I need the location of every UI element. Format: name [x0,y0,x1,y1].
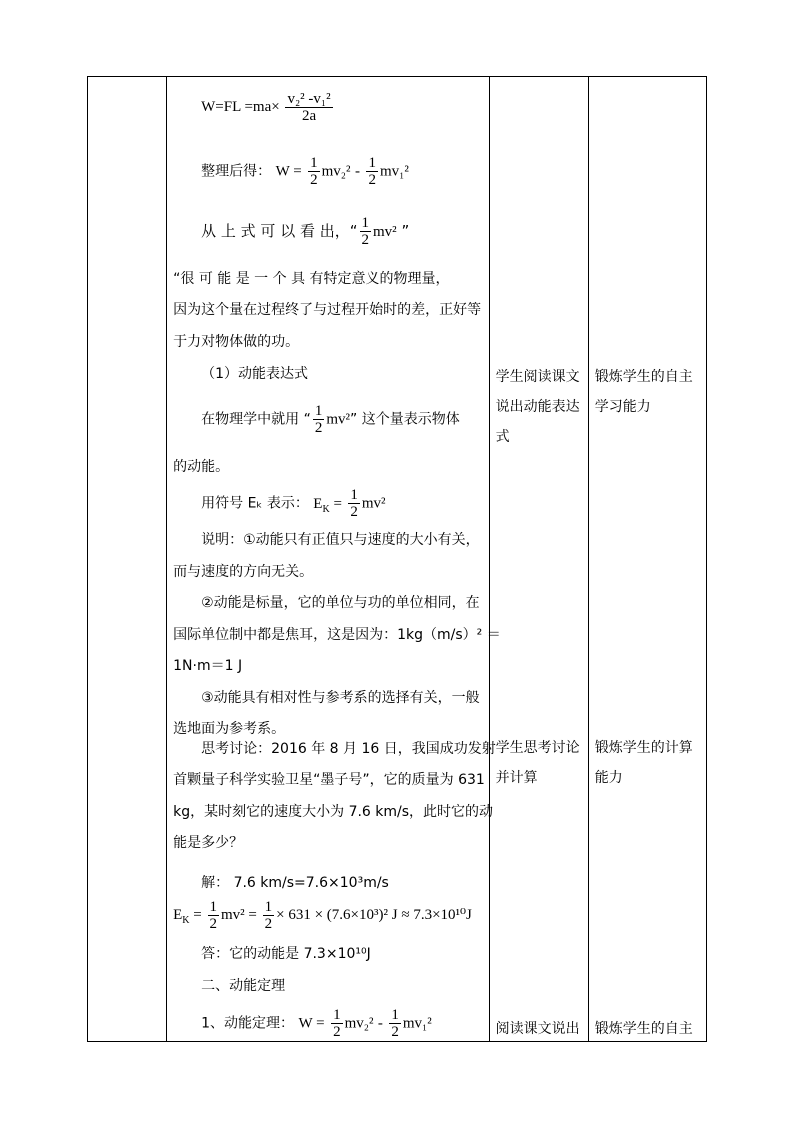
intent-block-1: 锻炼学生的自主 学习能力 [594,369,693,415]
lesson-table [87,76,707,1042]
paragraph: 思考讨论：2016 年 8 月 16 日，我国成功发射 [201,741,496,757]
teaching-content-cell [167,77,501,1042]
paragraph: 首颗量子科学实验卫星“墨子号”，它的质量为 631 [173,772,485,788]
paragraph: 1N·m＝1 J [173,658,243,674]
arranged-equation: 整理后得： W = $\frac{1}{2}$ mv₂² - $\frac{1}{2}$ mv₁² [201,155,409,188]
paragraph: 能是多少？ [173,835,244,851]
design-intent-cell [588,77,706,1042]
paragraph: ③动能具有相对性与参考系的选择有关，一般 [201,690,480,706]
answer-line: 答：它的动能是 7.3×10¹⁰J [201,946,371,962]
use-line: 在物理学中就用 “ $\frac{1}{2}$ mv²” 这个量表示物体 [201,403,460,436]
paragraph: 国际单位制中都是焦耳，这是因为：1kg（m/s）² ＝ [173,627,501,643]
symbol-line: 用符号 Eₖ 表示： $E_K$ = $\frac{1}{2}$ mv² [201,487,386,520]
paragraph: 而与速度的方向无关。 [173,564,314,580]
student-activity-cell [489,77,588,1042]
subsection-heading: （1）动能表达式 [201,366,309,382]
intent-block-3: 锻炼学生的自主 [594,1021,693,1037]
paragraph: 说明：①动能只有正值只与速度的大小有关， [201,532,480,548]
paragraph: kg，某时刻它的速度大小为 7.6 km/s，此时它的动 [173,804,494,820]
intent-block-2: 锻炼学生的计算 能力 [594,740,693,786]
paragraph: 因为这个量在过程终了与过程开始时的差，正好等 [173,302,482,318]
theorem-line: 1、动能定理： W = $\frac{1}{2}$ mv₂² - $\frac{1}{2}$ mv₁² [201,1007,432,1040]
section-heading: 二、动能定理 [201,978,286,994]
paragraph: ②动能是标量，它的单位与功的单位相同，在 [201,595,480,611]
paragraph: 的动能。 [173,459,230,475]
paragraph: “很 可 能 是 一 个 具 有特定意义的物理量， [173,271,450,287]
activity-block-2: 学生思考讨论 并计算 [495,740,580,786]
stage-cell [88,77,167,1042]
calc-equation: $E_K$ = $\frac{1}{2}$ mv² = $\frac{1}{2}$ × 631 × (7.6×10³)² J ≈ 7.3×10¹⁰J [173,899,472,932]
activity-block-3: 阅读课文说出 [495,1021,580,1037]
paragraph: 选地面为参考系。 [173,721,286,737]
paragraph: 于力对物体做的功。 [173,334,300,350]
solution-line: 解： 7.6 km/s=7.6×10³m/s [201,875,389,891]
work-equation: W=FL =ma× $\frac{\text{v₂² -v₁²}}{2a}$ [201,91,331,124]
activity-block-1: 学生阅读课文 说出动能表达 式 [495,369,580,445]
see-line: 从 上 式 可 以 看 出，“ $\frac{1}{2}$ mv² ” [201,215,410,248]
